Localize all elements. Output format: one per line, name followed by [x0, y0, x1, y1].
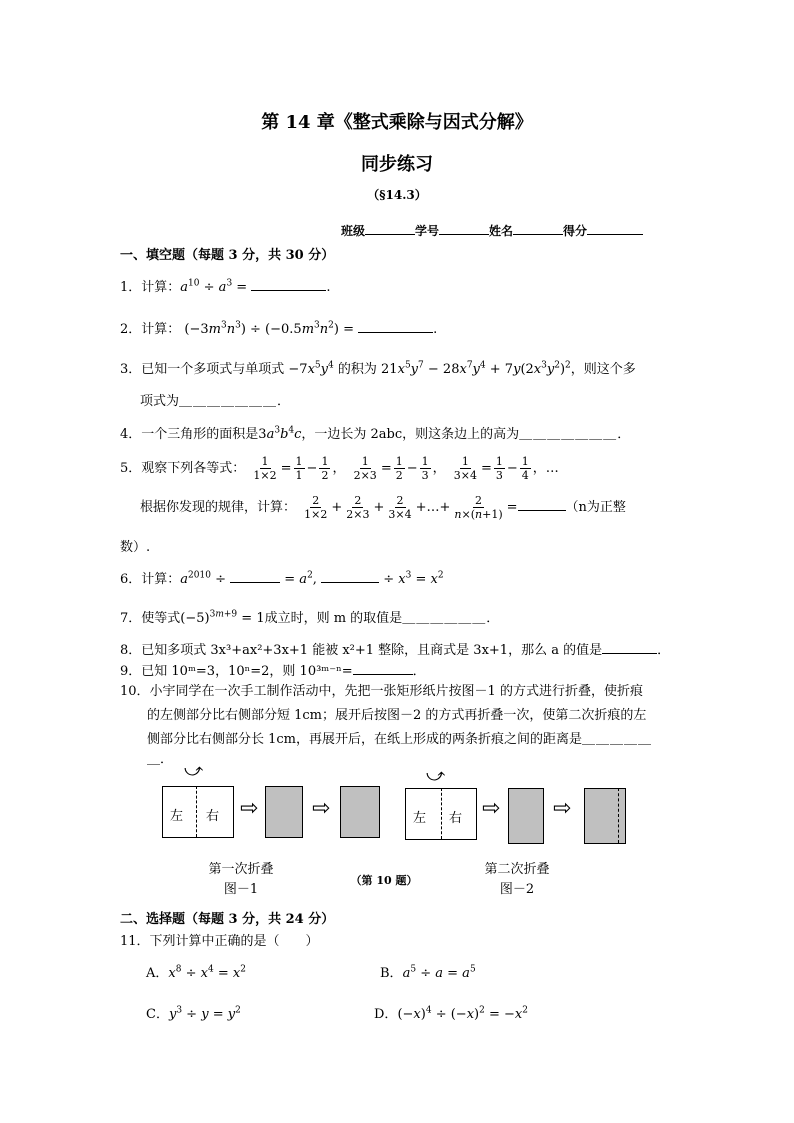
id-field[interactable] [439, 222, 489, 235]
section-label: （§14.3） [367, 188, 427, 202]
caption-1a: 第一次折叠 [208, 862, 274, 877]
question-9: 9．已知 10ᵐ=3，10ⁿ=2，则 10³ᵐ⁻ⁿ= ． [120, 664, 426, 679]
left-label: 左 [413, 811, 427, 826]
paper-2-folded [508, 788, 544, 844]
question-11: 11．下列计算中正确的是（ ） [120, 934, 319, 949]
option-a[interactable]: A．$x^8 \div x^4 = x^2$ [146, 964, 246, 981]
score-field[interactable] [587, 222, 643, 235]
question-6: 6．计算：$a^{2010}$ ÷ = $a^2$, ÷ $x^3 = x^2$ [120, 570, 444, 587]
right-label: 右 [449, 811, 463, 826]
caption-2b: 图－2 [499, 882, 535, 897]
right-label: 右 [206, 809, 220, 824]
fold-line [441, 788, 442, 839]
option-d[interactable]: D．$(-x)^4 \div (-x)^2 = -x^2$ [374, 1005, 528, 1022]
paper-2-result [584, 788, 626, 844]
left-label: 左 [170, 809, 184, 824]
question-2: 2．计算： $(-3m^3n^3) \div (-0.5m^3n^2)$ = . [120, 320, 438, 337]
arrow-right-icon: ⇨ [482, 796, 501, 821]
page-subtitle: 同步练习 [361, 154, 433, 175]
q8-answer[interactable] [602, 641, 657, 654]
question-10-l4: ＿． [147, 752, 174, 767]
fold-line [618, 788, 619, 843]
class-field[interactable] [365, 222, 415, 235]
curved-arrow-icon: ⤻ [426, 765, 446, 786]
q1-answer[interactable] [251, 278, 326, 291]
paper-1-folded [265, 786, 303, 838]
q3-answer[interactable]: ＿＿＿＿＿＿＿ [179, 394, 278, 409]
class-label: 班级 [341, 224, 366, 238]
question-10-l2: 的左侧部分比右侧部分短 1cm；展开后按图－2 的方式再折叠一次，使第二次折痕的左 [147, 708, 647, 723]
student-info-row [341, 222, 643, 239]
question-10-l1: 10．小宇同学在一次手工制作活动中，先把一张矩形纸片按图－1 的方式进行折叠，使折痕 [120, 684, 643, 699]
caption-2a: 第二次折叠 [484, 862, 550, 877]
section-heading-fill: 一、填空题（每题 3 分，共 30 分） [120, 248, 335, 263]
paper-1-result [340, 786, 380, 838]
q7-answer[interactable]: ＿＿＿＿＿＿ [402, 611, 487, 626]
q4-answer[interactable]: ＿＿＿＿＿＿＿ [519, 427, 618, 442]
question-1: 1．计算：$a^{10} \div a^3$ = . [120, 278, 331, 295]
arrow-right-icon: ⇨ [553, 796, 572, 821]
name-label: 姓名 [489, 224, 514, 238]
question-8: 8．已知多项式 3x³+ax²+3x+1 能被 x²+1 整除，且商式是 3x+1，那么 a 的值是 ． [120, 643, 671, 658]
q2-answer[interactable] [358, 320, 433, 333]
question-3-cont: 项式为＿＿＿＿＿＿＿． [140, 394, 291, 409]
question-5: 5．观察下列各等式： $\frac{1}{1\times 2}$ = $\frac{1}{1}$ − $\frac{1}{2}$ ， $\frac{1}{2\times 3}$ = $\frac{1}{2}$ − $\frac{1}{3}$ ， $\frac{1}{3\times 4}$ = $\frac{1}{3}$ − $\frac{1}{4}$ ，… [120, 455, 559, 482]
question-5-cont: 根据你发现的规律，计算： $\frac{2}{1\times 2}$ + $\frac{2}{2\times 3}$ + $\frac{2}{3\times 4}$ +…+ $\frac{2}{n\times(n+1)}$ = （n为正整 [140, 494, 626, 521]
q6-answer-2[interactable] [321, 570, 379, 583]
option-c[interactable]: C．$y^3 \div y = y^2$ [146, 1005, 241, 1022]
question-3: 3．已知一个多项式与单项式 $-7x^5y^4$ 的积为 $21x^5y^7 - 28x^7y^4 + 7y(2x^3y^2)^2$，则这个多 [120, 360, 636, 377]
id-label: 学号 [415, 224, 440, 238]
question-5-end: 数）. [120, 540, 151, 555]
q10-answer[interactable]: ＿＿＿＿＿ [582, 732, 653, 747]
q9-answer[interactable] [353, 662, 413, 675]
score-label: 得分 [563, 224, 588, 238]
question-10-l3: 侧部分比右侧部分长 1cm，再展开后，在纸上形成的两条折痕之间的距离是＿＿＿＿＿ [147, 732, 653, 747]
question-7: 7．使等式$(-5)^{3m+9} = 1$成立时，则 m 的取值是＿＿＿＿＿＿． [120, 609, 500, 626]
q6-answer-1[interactable] [230, 570, 280, 583]
caption-1b: 图－1 [223, 882, 259, 897]
page-title: 第 14 章《整式乘除与因式分解》 [261, 112, 533, 133]
q5-answer[interactable] [518, 498, 566, 511]
curved-arrow-icon: ⤻ [184, 760, 204, 781]
fold-line [196, 786, 197, 837]
name-field[interactable] [513, 222, 563, 235]
question-4: 4．一个三角形的面积是$3a^3b^4c$，一边长为 2abc，则这条边上的高为＿＿＿＿＿＿＿． [120, 425, 631, 442]
arrow-right-icon: ⇨ [312, 796, 331, 821]
section-heading-choice: 二、选择题（每题 3 分，共 24 分） [120, 912, 335, 927]
arrow-right-icon: ⇨ [240, 796, 259, 821]
figure-label: （第 10 题） [350, 874, 418, 887]
option-b[interactable]: B．$a^5 \div a = a^5$ [380, 964, 476, 981]
